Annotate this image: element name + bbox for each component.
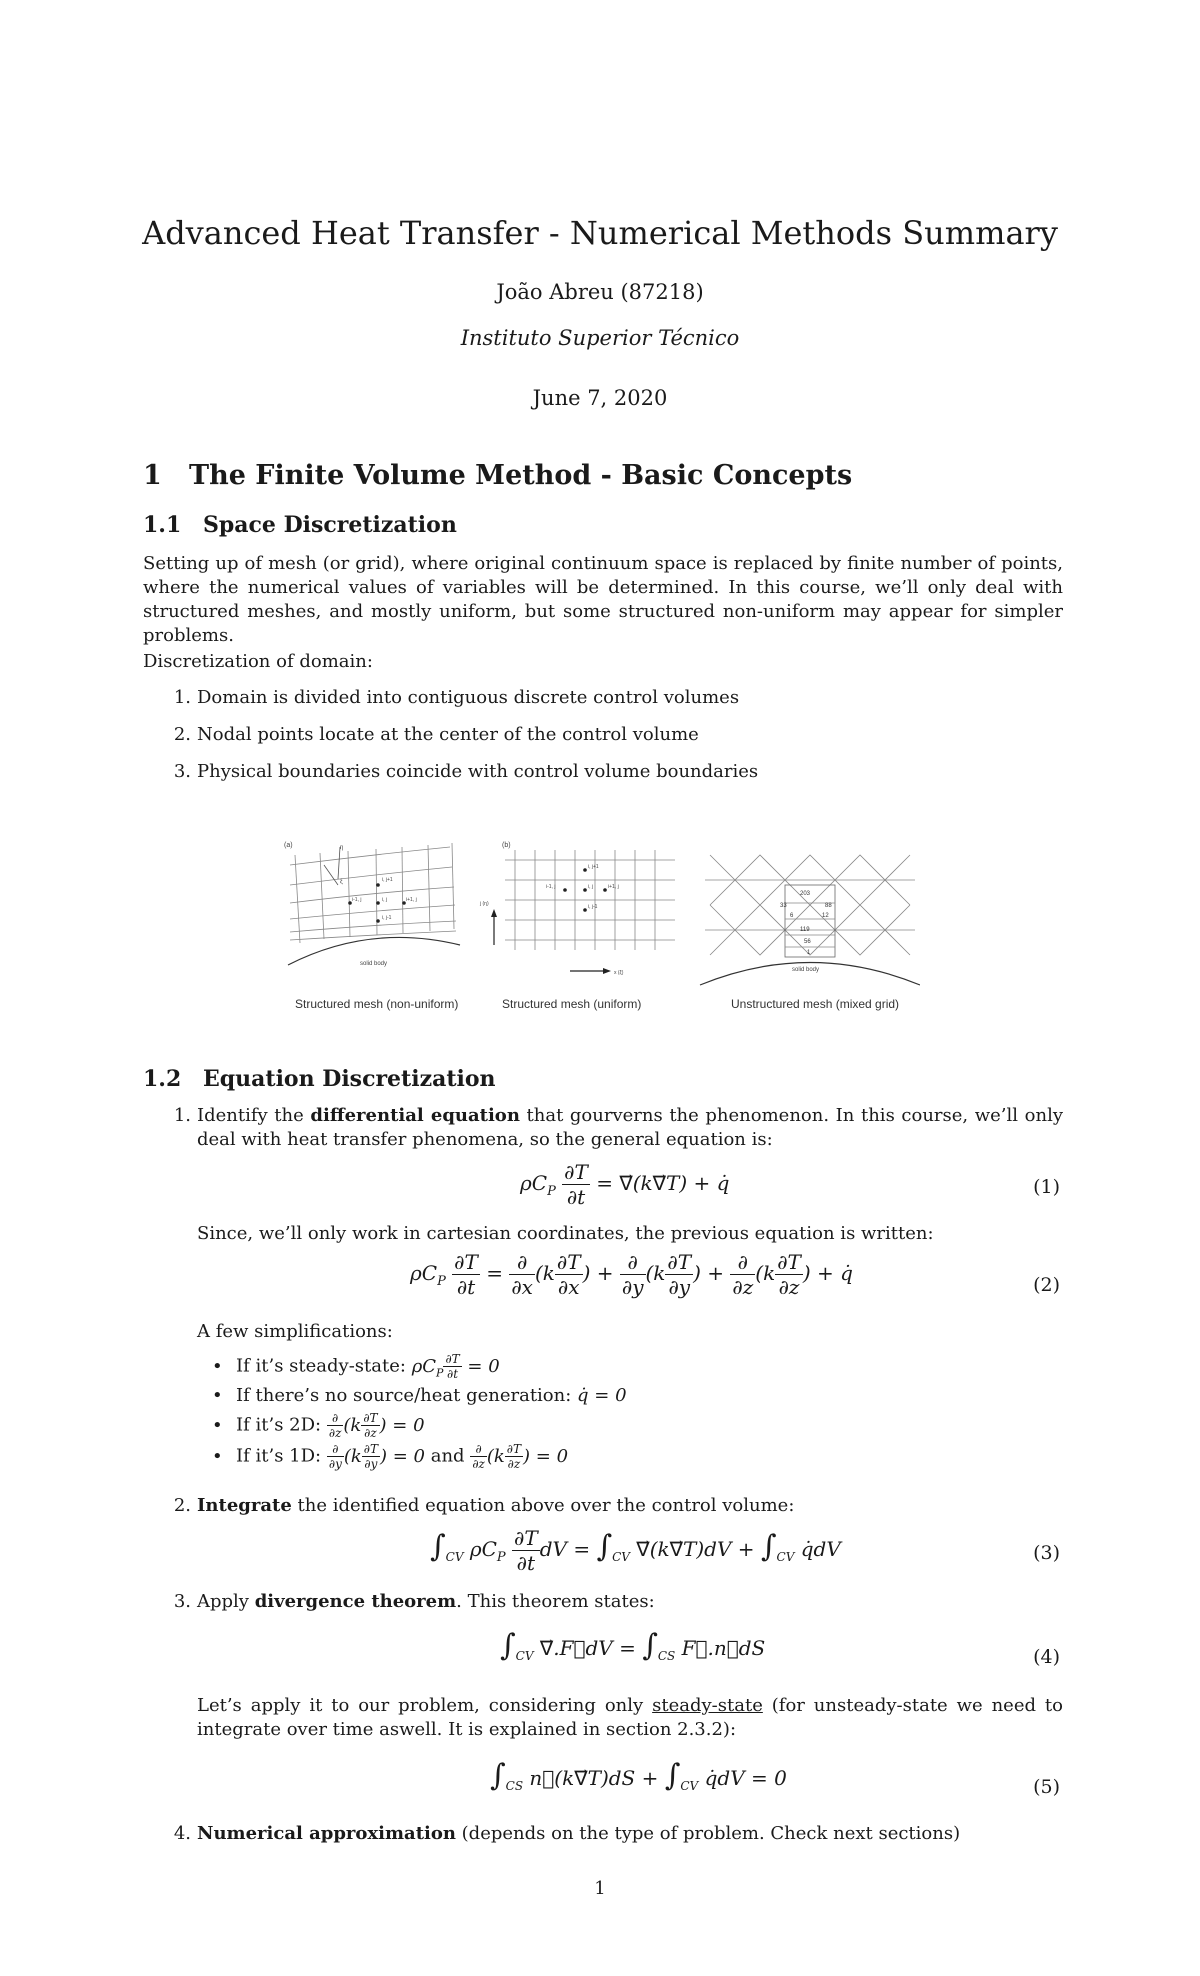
x-axis-label: x (ξ) [614, 970, 624, 976]
node-label: i, j-1 [588, 904, 598, 910]
equation-5-number: (5) [1033, 1776, 1060, 1798]
mesh-a [288, 843, 460, 965]
section-1-2-heading [143, 1066, 496, 1092]
section-title: The Finite Volume Method - Basic Concepts [189, 460, 853, 491]
node-label: i, j [588, 884, 593, 890]
bullet-no-source: • If there’s no source/heat generation: q̇ = 0 [212, 1385, 627, 1406]
caption-unstructured: Unstructured mesh (mixed grid) [731, 997, 900, 1011]
list-item: 1. Domain is divided into contiguous discrete control volumes [173, 687, 740, 708]
discretization-lead: Discretization of domain: [143, 651, 373, 672]
subsection-number: 1.1 [143, 512, 182, 538]
section-number: 1 [143, 460, 162, 491]
list-item: 2. Nodal points locate at the center of the control volume [173, 724, 699, 745]
equation-1: $\rho C_P$ $\frac{\partial T}{\partial t}$ = ∇⃗(k∇⃗T) + q̇ [520, 1160, 730, 1209]
cell-id: 203 [800, 891, 811, 897]
institution: Instituto Superior Técnico [460, 326, 740, 350]
node-label: i-1, j [546, 884, 556, 890]
node-label: i, j+1 [588, 864, 599, 870]
cell-id: 119 [800, 927, 810, 933]
step-2: 2. Integrate the identified equation above over the control volume: [173, 1495, 795, 1516]
mesh-c [700, 855, 920, 985]
equation-2: $\rho C_P$ $\frac{\partial T}{\partial t}$ = $\frac{\partial}{\partial x}$ (k $\frac{\partial T}{\partial x}$ ) + $\frac{\partial}{\partial y}$ (k $\frac{\partial T}{\partial y}$ ) + $\frac{\partial}{\partial z}$ (k $\frac{\partial T}{\partial z}$ ) + q̇ [410, 1250, 853, 1299]
step-4: 4. Numerical approximation (depends on the type of problem. Check next sections) [173, 1823, 961, 1844]
node-label: i+1, j [608, 884, 619, 890]
equation-3: $\int_{CV}$ $\rho C_P$ $\frac{\partial T}{\partial t}$ dV = $\int_{CV}$ ∇⃗(k∇⃗T)dV + $\int_{CV}$ q̇dV [430, 1526, 841, 1575]
node-label: i, j+1 [382, 877, 393, 883]
mesh-figure [280, 835, 920, 1015]
equation-4-number: (4) [1033, 1646, 1060, 1668]
simplifications-lead: A few simplifications: [197, 1321, 393, 1342]
node-label: i-1, j [352, 897, 362, 903]
cell-id: 56 [804, 939, 811, 945]
space-discretization-paragraph: Setting up of mesh (or grid), where original continuum space is replaced by finite number of points, where the numerical values of variables will be determined. In this course, we’ll only deal with structured meshes, and mostly uniform, but some structured non-uniform may appear for simpler problems. [143, 553, 1063, 646]
node-label: i, j [382, 897, 387, 903]
label-a: (a) [284, 842, 293, 849]
xi-label: ξ [340, 879, 343, 885]
node-label: i, j-1 [382, 915, 392, 921]
eta-label: η [340, 845, 344, 851]
y-axis-label: j (η) [480, 901, 489, 907]
cell-id: 12 [822, 913, 829, 919]
section-1-1-heading [143, 512, 457, 538]
equation-1-number: (1) [1033, 1176, 1060, 1198]
step-1: 1. Identify the differential equation that gourverns the phenomenon. In this course, we’ll only deal with heat transfer phenomena, so the general equation is: [173, 1105, 1063, 1150]
cell-id: 33 [780, 903, 787, 909]
bullet-steady: • If it’s steady-state: $\rho C_P$ $\frac{\partial T}{\partial t}$ = 0 [212, 1352, 500, 1381]
apply-text: Let’s apply it to our problem, considering only steady-state (for unsteady-state we need to integrate over time aswell. It is explained in section 2.3.2): [197, 1695, 1063, 1740]
subsection-title: Equation Discretization [203, 1066, 496, 1092]
node-label: i+1, j [406, 897, 417, 903]
list-item: 3. Physical boundaries coincide with control volume boundaries [173, 761, 759, 782]
label-solid-a: solid body [360, 961, 388, 967]
caption-uniform: Structured mesh (uniform) [502, 997, 642, 1011]
caption-nonuniform: Structured mesh (non-uniform) [295, 997, 459, 1011]
bullet-2d: • If it’s 2D: $\frac{\partial}{\partial z}$ (k $\frac{\partial T}{\partial z}$ ) = 0 [212, 1411, 425, 1440]
cell-id: 88 [825, 903, 832, 909]
page-number: 1 [594, 1878, 606, 1899]
step-3: 3. Apply divergence theorem. This theorem states: [173, 1591, 655, 1612]
cell-id: 6 [790, 913, 794, 919]
paper-title: Advanced Heat Transfer - Numerical Methods Summary [142, 214, 1058, 252]
subsection-number: 1.2 [143, 1066, 182, 1092]
bullet-1d: • If it’s 1D: $\frac{\partial}{\partial y}$ (k $\frac{\partial T}{\partial y}$ ) = 0 and $\frac{\partial}{\partial z}$ (k $\frac{\partial T}{\partial z}$ ) = 0 [212, 1442, 569, 1471]
equation-5: $\int_{CS}$ n⃗(k∇⃗T)dS + $\int_{CV}$ q̇dV = 0 [490, 1758, 787, 1793]
author: João Abreu (87218) [496, 280, 704, 304]
subsection-title: Space Discretization [203, 512, 457, 538]
section-1-heading [143, 460, 852, 491]
date: June 7, 2020 [532, 386, 668, 410]
label-solid-c: solid body [792, 967, 820, 973]
equation-3-number: (3) [1033, 1542, 1060, 1564]
cartesian-text: Since, we’ll only work in cartesian coordinates, the previous equation is written: [197, 1223, 934, 1244]
cell-id: 1 [807, 950, 811, 956]
equation-2-number: (2) [1033, 1274, 1060, 1296]
equation-4: $\int_{CV}$ ∇⃗.F⃗dV = $\int_{CS}$ F⃗.n⃗dS [500, 1628, 766, 1663]
label-b: (b) [502, 842, 511, 849]
